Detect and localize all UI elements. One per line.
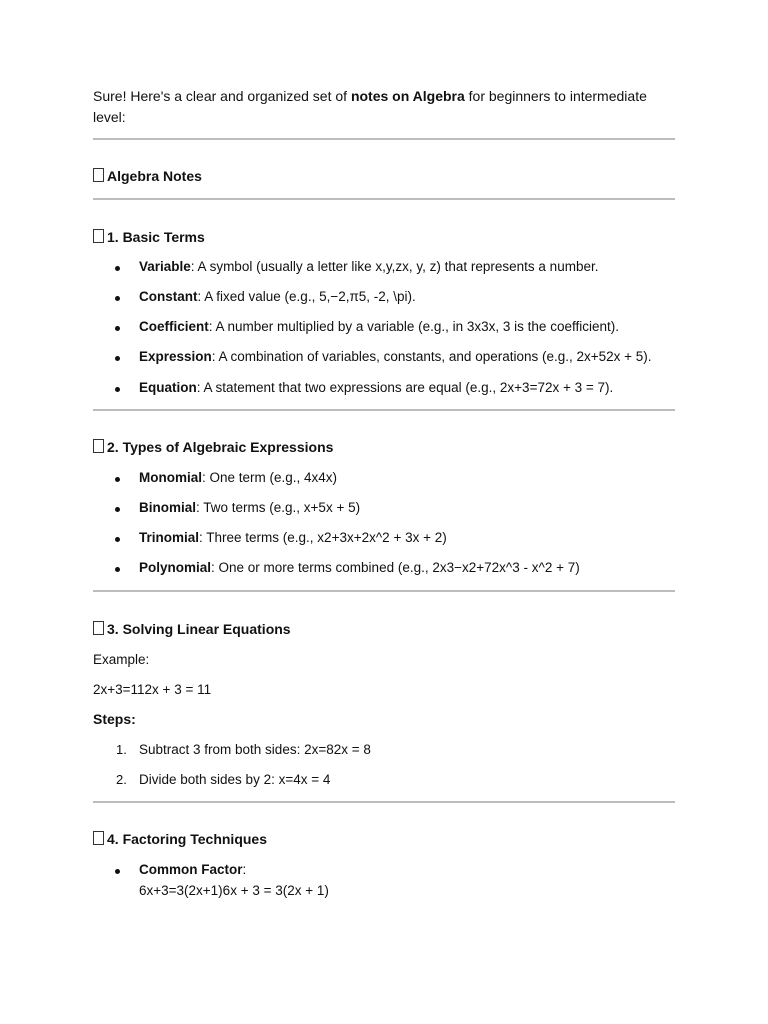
intro-paragraph [93,86,673,128]
list-number: 1. [116,742,127,757]
list-item [139,259,598,274]
divider [93,590,675,592]
bullet-icon [115,507,120,512]
bullet-icon [115,387,120,392]
list-item-text: : A number multiplied by a variable (e.g., in 3x3x, 3 is the coefficient). [208,319,619,334]
missing-glyph-icon [93,439,104,453]
list-item [139,560,580,575]
list-item-term: Trinomial [139,530,200,545]
ordered-list-item [116,772,331,787]
list-item-term: Polynomial [139,560,212,575]
section-heading [93,831,267,847]
intro-text-after: for beginners to intermediate level: [93,88,647,125]
missing-glyph-icon [93,229,104,243]
list-item [139,349,652,364]
list-item-detail: 6x+3=3(2x+1)6x + 3 = 3(2x + 1) [139,883,329,898]
section-heading-text: 1. Basic Terms [107,229,205,245]
list-item-term: Equation [139,380,197,395]
list-item-text: : Three terms (e.g., x2+3x+2x^2 + 3x + 2) [199,530,447,545]
list-item-term: Coefficient [139,319,209,334]
list-item-term: Expression [139,349,212,364]
page-title-text: Algebra Notes [107,168,202,184]
list-item [139,319,619,334]
list-item-text: : One or more terms combined (e.g., 2x3−x2+72x^3 - x^2 + 7) [211,560,580,575]
section-heading [93,229,205,245]
bullet-icon [115,356,120,361]
list-item-term: Constant [139,289,198,304]
list-item-text: : One term (e.g., 4x4x) [202,470,338,485]
list-item [139,862,246,877]
list-item [139,500,360,515]
divider [93,801,675,803]
bullet-icon [115,326,120,331]
list-item-text: : Two terms (e.g., x+5x + 5) [196,500,361,515]
list-item-text: : A fixed value (e.g., 5,−2,π5, -2, \pi). [197,289,416,304]
intro-bold-text: notes on Algebra [350,88,465,104]
list-item-text: : A combination of variables, constants, and operations (e.g., 2x+52x + 5). [211,349,652,364]
bullet-icon [115,567,120,572]
list-item-text: : A symbol (usually a letter like x,y,zx, y, z) that represents a number. [190,259,599,274]
section-heading [93,621,291,637]
list-item-term: Monomial [139,470,202,485]
section-heading [93,439,333,455]
bullet-icon [115,869,120,874]
missing-glyph-icon [93,831,104,845]
divider [93,198,675,200]
page-title [93,168,202,184]
list-item-text: : [242,862,247,877]
list-item [139,289,416,304]
bullet-icon [115,266,120,271]
missing-glyph-icon [93,621,104,635]
list-item-term: Variable [139,259,191,274]
list-item-term: Common Factor [139,862,243,877]
list-number: 2. [116,772,127,787]
list-item-text: Subtract 3 from both sides: 2x=82x = 8 [139,742,371,757]
steps-label: Steps: [93,711,136,727]
list-item [139,470,337,485]
example-equation: 2x+3=112x + 3 = 11 [93,682,212,697]
section-heading-text: 3. Solving Linear Equations [107,621,291,637]
intro-text-before: Sure! Here's a clear and organized set of [93,88,351,104]
divider [93,138,675,140]
section-heading-text: 4. Factoring Techniques [107,831,267,847]
ordered-list-item [116,742,371,757]
divider [93,409,675,411]
list-item-text: Divide both sides by 2: x=4x = 4 [139,772,331,787]
bullet-icon [115,477,120,482]
list-item [139,530,447,545]
list-item-text: : A statement that two expressions are equal (e.g., 2x+3=72x + 3 = 7). [196,380,614,395]
list-item [139,380,613,395]
example-label: Example: [93,652,150,667]
bullet-icon [115,296,120,301]
bullet-icon [115,537,120,542]
list-item-term: Binomial [139,500,197,515]
missing-glyph-icon [93,168,104,182]
section-heading-text: 2. Types of Algebraic Expressions [107,439,334,455]
